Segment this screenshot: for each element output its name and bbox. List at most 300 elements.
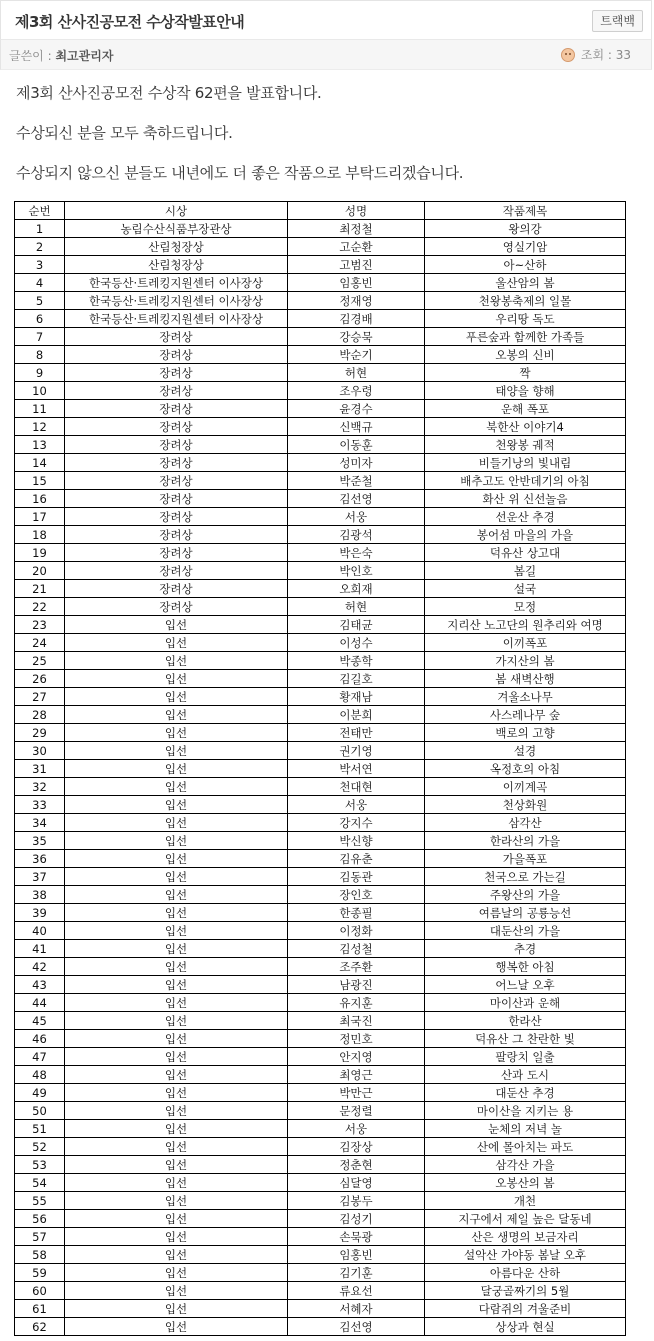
table-row (15, 814, 626, 832)
table-row (15, 832, 626, 850)
cell-title: 옥정호의 아침 (425, 760, 626, 778)
cell-award: 장려상 (65, 364, 288, 382)
cell-award: 입선 (65, 976, 288, 994)
cell-number: 55 (15, 1192, 65, 1210)
table-row (15, 724, 626, 742)
cell-number: 7 (15, 328, 65, 346)
table-row (15, 850, 626, 868)
cell-title: 우리땅 독도 (425, 310, 626, 328)
cell-award: 입선 (65, 652, 288, 670)
cell-award: 입선 (65, 1282, 288, 1300)
cell-title: 덕유산 상고대 (425, 544, 626, 562)
cell-name: 김길호 (288, 670, 425, 688)
cell-award: 장려상 (65, 490, 288, 508)
cell-title: 천상화원 (425, 796, 626, 814)
table-row (15, 760, 626, 778)
cell-name: 서웅 (288, 508, 425, 526)
table-row (15, 1156, 626, 1174)
column-header-award: 시상 (65, 202, 288, 220)
table-row (15, 454, 626, 472)
view-count-label: 조회 : 33 (580, 48, 631, 62)
cell-award: 장려상 (65, 382, 288, 400)
cell-award: 입선 (65, 1030, 288, 1048)
cell-award: 입선 (65, 1012, 288, 1030)
cell-name: 김성철 (288, 940, 425, 958)
cell-number: 54 (15, 1174, 65, 1192)
cell-number: 11 (15, 400, 65, 418)
table-row (15, 382, 626, 400)
cell-name: 윤경수 (288, 400, 425, 418)
cell-name: 서웅 (288, 1120, 425, 1138)
cell-number: 27 (15, 688, 65, 706)
table-row (15, 706, 626, 724)
table-row (15, 1318, 626, 1336)
cell-award: 입선 (65, 1300, 288, 1318)
table-row (15, 1066, 626, 1084)
cell-award: 입선 (65, 1246, 288, 1264)
table-row (15, 634, 626, 652)
cell-award: 농림수산식품부장관상 (65, 220, 288, 238)
cell-name: 박신향 (288, 832, 425, 850)
cell-award: 입선 (65, 634, 288, 652)
cell-title: 울산암의 봄 (425, 274, 626, 292)
cell-title: 왕의강 (425, 220, 626, 238)
cell-award: 장려상 (65, 418, 288, 436)
face-icon (561, 48, 575, 62)
cell-title: 선운산 추경 (425, 508, 626, 526)
cell-award: 입선 (65, 616, 288, 634)
cell-title: 아~산하 (425, 256, 626, 274)
cell-title: 태양을 향해 (425, 382, 626, 400)
cell-number: 58 (15, 1246, 65, 1264)
cell-title: 삼각산 (425, 814, 626, 832)
cell-name: 서혜자 (288, 1300, 425, 1318)
cell-title: 산과 도시 (425, 1066, 626, 1084)
cell-number: 26 (15, 670, 65, 688)
cell-name: 남광진 (288, 976, 425, 994)
cell-award: 장려상 (65, 346, 288, 364)
cell-award: 산림청장상 (65, 238, 288, 256)
table-body (15, 220, 626, 1336)
cell-award: 한국등산·트레킹지원센터 이사장상 (65, 292, 288, 310)
cell-title: 이끼계곡 (425, 778, 626, 796)
trackback-button[interactable]: 트랙백 (592, 10, 643, 32)
cell-title: 설악산 가야동 봄날 오후 (425, 1246, 626, 1264)
cell-title: 북한산 이야기4 (425, 418, 626, 436)
table-row (15, 1246, 626, 1264)
cell-number: 34 (15, 814, 65, 832)
cell-title: 개천 (425, 1192, 626, 1210)
body-paragraph: 수상되지 않으신 분들도 내년에도 더 좋은 작품으로 부탁드리겠습니다. (16, 164, 464, 182)
table-row (15, 616, 626, 634)
cell-name: 강승묵 (288, 328, 425, 346)
cell-name: 오희재 (288, 580, 425, 598)
cell-title: 천왕봉축제의 일몰 (425, 292, 626, 310)
cell-title: 백로의 고향 (425, 724, 626, 742)
cell-title: 오봉산의 봄 (425, 1174, 626, 1192)
cell-number: 60 (15, 1282, 65, 1300)
cell-number: 31 (15, 760, 65, 778)
cell-award: 입선 (65, 814, 288, 832)
cell-number: 25 (15, 652, 65, 670)
table-row (15, 562, 626, 580)
cell-name: 조주환 (288, 958, 425, 976)
cell-name: 박은숙 (288, 544, 425, 562)
cell-award: 입선 (65, 1066, 288, 1084)
cell-number: 18 (15, 526, 65, 544)
table-row (15, 526, 626, 544)
cell-name: 천대현 (288, 778, 425, 796)
cell-number: 20 (15, 562, 65, 580)
cell-number: 21 (15, 580, 65, 598)
table-row (15, 796, 626, 814)
cell-name: 최영근 (288, 1066, 425, 1084)
column-header-title: 작품제목 (425, 202, 626, 220)
cell-name: 서웅 (288, 796, 425, 814)
post-header (0, 0, 652, 40)
cell-name: 허현 (288, 598, 425, 616)
cell-number: 52 (15, 1138, 65, 1156)
cell-award: 한국등산·트레킹지원센터 이사장상 (65, 310, 288, 328)
cell-name: 김장상 (288, 1138, 425, 1156)
cell-award: 입선 (65, 940, 288, 958)
cell-name: 류요선 (288, 1282, 425, 1300)
cell-title: 가을폭포 (425, 850, 626, 868)
cell-name: 김봉두 (288, 1192, 425, 1210)
cell-award: 입선 (65, 958, 288, 976)
cell-title: 다람쥐의 겨울준비 (425, 1300, 626, 1318)
table-row (15, 580, 626, 598)
cell-number: 41 (15, 940, 65, 958)
cell-name: 김경배 (288, 310, 425, 328)
cell-number: 47 (15, 1048, 65, 1066)
cell-number: 40 (15, 922, 65, 940)
table-row (15, 364, 626, 382)
cell-name: 강지수 (288, 814, 425, 832)
cell-award: 입선 (65, 1228, 288, 1246)
table-row (15, 886, 626, 904)
table-row (15, 490, 626, 508)
table-row (15, 670, 626, 688)
table-row (15, 1012, 626, 1030)
table-row (15, 346, 626, 364)
cell-name: 정재영 (288, 292, 425, 310)
cell-award: 장려상 (65, 562, 288, 580)
cell-title: 주왕산의 가을 (425, 886, 626, 904)
cell-award: 입선 (65, 670, 288, 688)
cell-title: 푸른숲과 함께한 가족들 (425, 328, 626, 346)
cell-name: 신백규 (288, 418, 425, 436)
table-row (15, 958, 626, 976)
cell-number: 59 (15, 1264, 65, 1282)
cell-name: 김선영 (288, 490, 425, 508)
cell-award: 입선 (65, 1210, 288, 1228)
cell-number: 48 (15, 1066, 65, 1084)
cell-number: 51 (15, 1120, 65, 1138)
cell-number: 44 (15, 994, 65, 1012)
cell-number: 8 (15, 346, 65, 364)
body-paragraph: 제3회 산사진공모전 수상작 62편을 발표합니다. (16, 84, 322, 102)
cell-title: 봄길 (425, 562, 626, 580)
cell-number: 49 (15, 1084, 65, 1102)
cell-award: 장려상 (65, 580, 288, 598)
cell-award: 입선 (65, 724, 288, 742)
cell-number: 46 (15, 1030, 65, 1048)
cell-award: 입선 (65, 1120, 288, 1138)
table-row (15, 1300, 626, 1318)
cell-number: 19 (15, 544, 65, 562)
cell-title: 설국 (425, 580, 626, 598)
cell-title: 봉어섬 마을의 가을 (425, 526, 626, 544)
cell-award: 입선 (65, 796, 288, 814)
cell-title: 사스레나무 숲 (425, 706, 626, 724)
author-name[interactable]: 최고관리자 (55, 49, 114, 63)
cell-number: 13 (15, 436, 65, 454)
table-row (15, 472, 626, 490)
cell-number: 1 (15, 220, 65, 238)
cell-number: 61 (15, 1300, 65, 1318)
table-row (15, 1138, 626, 1156)
cell-name: 김동관 (288, 868, 425, 886)
cell-number: 62 (15, 1318, 65, 1336)
table-row (15, 1228, 626, 1246)
cell-name: 한종필 (288, 904, 425, 922)
cell-number: 6 (15, 310, 65, 328)
cell-title: 지구에서 제일 높은 달동네 (425, 1210, 626, 1228)
table-row (15, 1102, 626, 1120)
author-info (9, 47, 113, 64)
cell-title: 추경 (425, 940, 626, 958)
cell-name: 박서연 (288, 760, 425, 778)
cell-title: 오봉의 신비 (425, 346, 626, 364)
table-row (15, 292, 626, 310)
view-count (561, 46, 631, 63)
cell-name: 정민호 (288, 1030, 425, 1048)
cell-number: 9 (15, 364, 65, 382)
cell-award: 장려상 (65, 544, 288, 562)
cell-title: 설경 (425, 742, 626, 760)
table-row (15, 1282, 626, 1300)
cell-title: 지리산 노고단의 원추리와 여명 (425, 616, 626, 634)
cell-award: 입선 (65, 922, 288, 940)
cell-name: 이분희 (288, 706, 425, 724)
cell-award: 입선 (65, 886, 288, 904)
cell-number: 28 (15, 706, 65, 724)
cell-name: 이정화 (288, 922, 425, 940)
cell-number: 43 (15, 976, 65, 994)
cell-name: 임홍빈 (288, 274, 425, 292)
table-row (15, 922, 626, 940)
table-row (15, 1084, 626, 1102)
cell-title: 어느날 오후 (425, 976, 626, 994)
cell-name: 허현 (288, 364, 425, 382)
cell-number: 24 (15, 634, 65, 652)
cell-award: 입선 (65, 1048, 288, 1066)
cell-award: 입선 (65, 1264, 288, 1282)
cell-name: 고순환 (288, 238, 425, 256)
body-paragraph: 수상되신 분을 모두 축하드립니다. (16, 124, 233, 142)
cell-title: 산에 몰아치는 파도 (425, 1138, 626, 1156)
cell-title: 마이산과 운해 (425, 994, 626, 1012)
cell-number: 16 (15, 490, 65, 508)
cell-number: 14 (15, 454, 65, 472)
column-header-number: 순번 (15, 202, 65, 220)
cell-title: 배추고도 안반데기의 아침 (425, 472, 626, 490)
cell-title: 달궁골짜기의 5월 (425, 1282, 626, 1300)
cell-title: 한라산의 가을 (425, 832, 626, 850)
cell-name: 이동훈 (288, 436, 425, 454)
cell-name: 김태균 (288, 616, 425, 634)
table-row (15, 976, 626, 994)
cell-title: 행복한 아침 (425, 958, 626, 976)
cell-title: 산은 생명의 보금자리 (425, 1228, 626, 1246)
cell-number: 35 (15, 832, 65, 850)
cell-name: 최정철 (288, 220, 425, 238)
cell-name: 문정렬 (288, 1102, 425, 1120)
cell-number: 42 (15, 958, 65, 976)
table-row (15, 436, 626, 454)
table-row (15, 1174, 626, 1192)
cell-award: 입선 (65, 778, 288, 796)
cell-number: 32 (15, 778, 65, 796)
cell-award: 장려상 (65, 436, 288, 454)
cell-award: 입선 (65, 1192, 288, 1210)
table-row (15, 220, 626, 238)
cell-award: 장려상 (65, 400, 288, 418)
table-row (15, 508, 626, 526)
table-row (15, 688, 626, 706)
cell-award: 입선 (65, 1102, 288, 1120)
table-header-row (15, 202, 626, 220)
cell-title: 상상과 현실 (425, 1318, 626, 1336)
cell-title: 가지산의 봄 (425, 652, 626, 670)
cell-name: 성미자 (288, 454, 425, 472)
awards-table (14, 201, 626, 1336)
cell-number: 2 (15, 238, 65, 256)
cell-name: 황재남 (288, 688, 425, 706)
cell-award: 입선 (65, 1156, 288, 1174)
cell-number: 30 (15, 742, 65, 760)
cell-award: 장려상 (65, 454, 288, 472)
table-row (15, 868, 626, 886)
table-row (15, 742, 626, 760)
cell-award: 입선 (65, 994, 288, 1012)
cell-name: 권기영 (288, 742, 425, 760)
table-row (15, 1120, 626, 1138)
cell-name: 최국진 (288, 1012, 425, 1030)
cell-number: 56 (15, 1210, 65, 1228)
cell-number: 50 (15, 1102, 65, 1120)
cell-award: 입선 (65, 760, 288, 778)
cell-name: 이성수 (288, 634, 425, 652)
cell-name: 정춘현 (288, 1156, 425, 1174)
cell-name: 박인호 (288, 562, 425, 580)
cell-number: 17 (15, 508, 65, 526)
cell-award: 입선 (65, 706, 288, 724)
cell-award: 입선 (65, 1084, 288, 1102)
cell-title: 한라산 (425, 1012, 626, 1030)
cell-award: 장려상 (65, 508, 288, 526)
cell-title: 마이산을 지키는 용 (425, 1102, 626, 1120)
cell-award: 입선 (65, 832, 288, 850)
cell-title: 겨울소나무 (425, 688, 626, 706)
cell-award: 입선 (65, 688, 288, 706)
cell-title: 비들기낭의 빛내림 (425, 454, 626, 472)
table-row (15, 238, 626, 256)
cell-name: 유지훈 (288, 994, 425, 1012)
cell-award: 산림청장상 (65, 256, 288, 274)
cell-award: 입선 (65, 904, 288, 922)
cell-title: 팔랑치 일출 (425, 1048, 626, 1066)
cell-title: 여름날의 공룡능선 (425, 904, 626, 922)
table-row (15, 940, 626, 958)
cell-title: 대둔산 추경 (425, 1084, 626, 1102)
cell-title: 천왕봉 궤적 (425, 436, 626, 454)
cell-award: 입선 (65, 742, 288, 760)
cell-name: 김선영 (288, 1318, 425, 1336)
post-meta (0, 40, 652, 70)
cell-name: 박준철 (288, 472, 425, 490)
table-row (15, 598, 626, 616)
cell-number: 45 (15, 1012, 65, 1030)
table-row (15, 1210, 626, 1228)
cell-award: 입선 (65, 868, 288, 886)
cell-number: 15 (15, 472, 65, 490)
cell-name: 박만근 (288, 1084, 425, 1102)
cell-title: 덕유산 그 찬란한 빛 (425, 1030, 626, 1048)
cell-name: 김광석 (288, 526, 425, 544)
cell-number: 29 (15, 724, 65, 742)
cell-name: 안지영 (288, 1048, 425, 1066)
cell-number: 57 (15, 1228, 65, 1246)
table-row (15, 310, 626, 328)
cell-title: 아름다운 산하 (425, 1264, 626, 1282)
cell-award: 장려상 (65, 328, 288, 346)
author-label: 글쓴이 : (9, 49, 56, 63)
cell-title: 이끼폭포 (425, 634, 626, 652)
table-row (15, 994, 626, 1012)
cell-name: 전태만 (288, 724, 425, 742)
cell-award: 한국등산·트레킹지원센터 이사장상 (65, 274, 288, 292)
cell-title: 영실기암 (425, 238, 626, 256)
cell-title: 운해 폭포 (425, 400, 626, 418)
cell-name: 장인호 (288, 886, 425, 904)
table-row (15, 418, 626, 436)
table-row (15, 328, 626, 346)
cell-award: 장려상 (65, 472, 288, 490)
table-row (15, 778, 626, 796)
cell-name: 손묵광 (288, 1228, 425, 1246)
cell-title: 삼각산 가을 (425, 1156, 626, 1174)
table-row (15, 1264, 626, 1282)
cell-title: 대둔산의 가을 (425, 922, 626, 940)
cell-number: 23 (15, 616, 65, 634)
table-row (15, 904, 626, 922)
cell-title: 화산 위 신선놀음 (425, 490, 626, 508)
cell-number: 53 (15, 1156, 65, 1174)
cell-name: 김기훈 (288, 1264, 425, 1282)
cell-number: 39 (15, 904, 65, 922)
cell-award: 장려상 (65, 598, 288, 616)
cell-name: 김성기 (288, 1210, 425, 1228)
table-row (15, 400, 626, 418)
cell-number: 12 (15, 418, 65, 436)
table-row (15, 256, 626, 274)
cell-name: 고범진 (288, 256, 425, 274)
cell-number: 10 (15, 382, 65, 400)
cell-title: 짝 (425, 364, 626, 382)
column-header-name: 성명 (288, 202, 425, 220)
